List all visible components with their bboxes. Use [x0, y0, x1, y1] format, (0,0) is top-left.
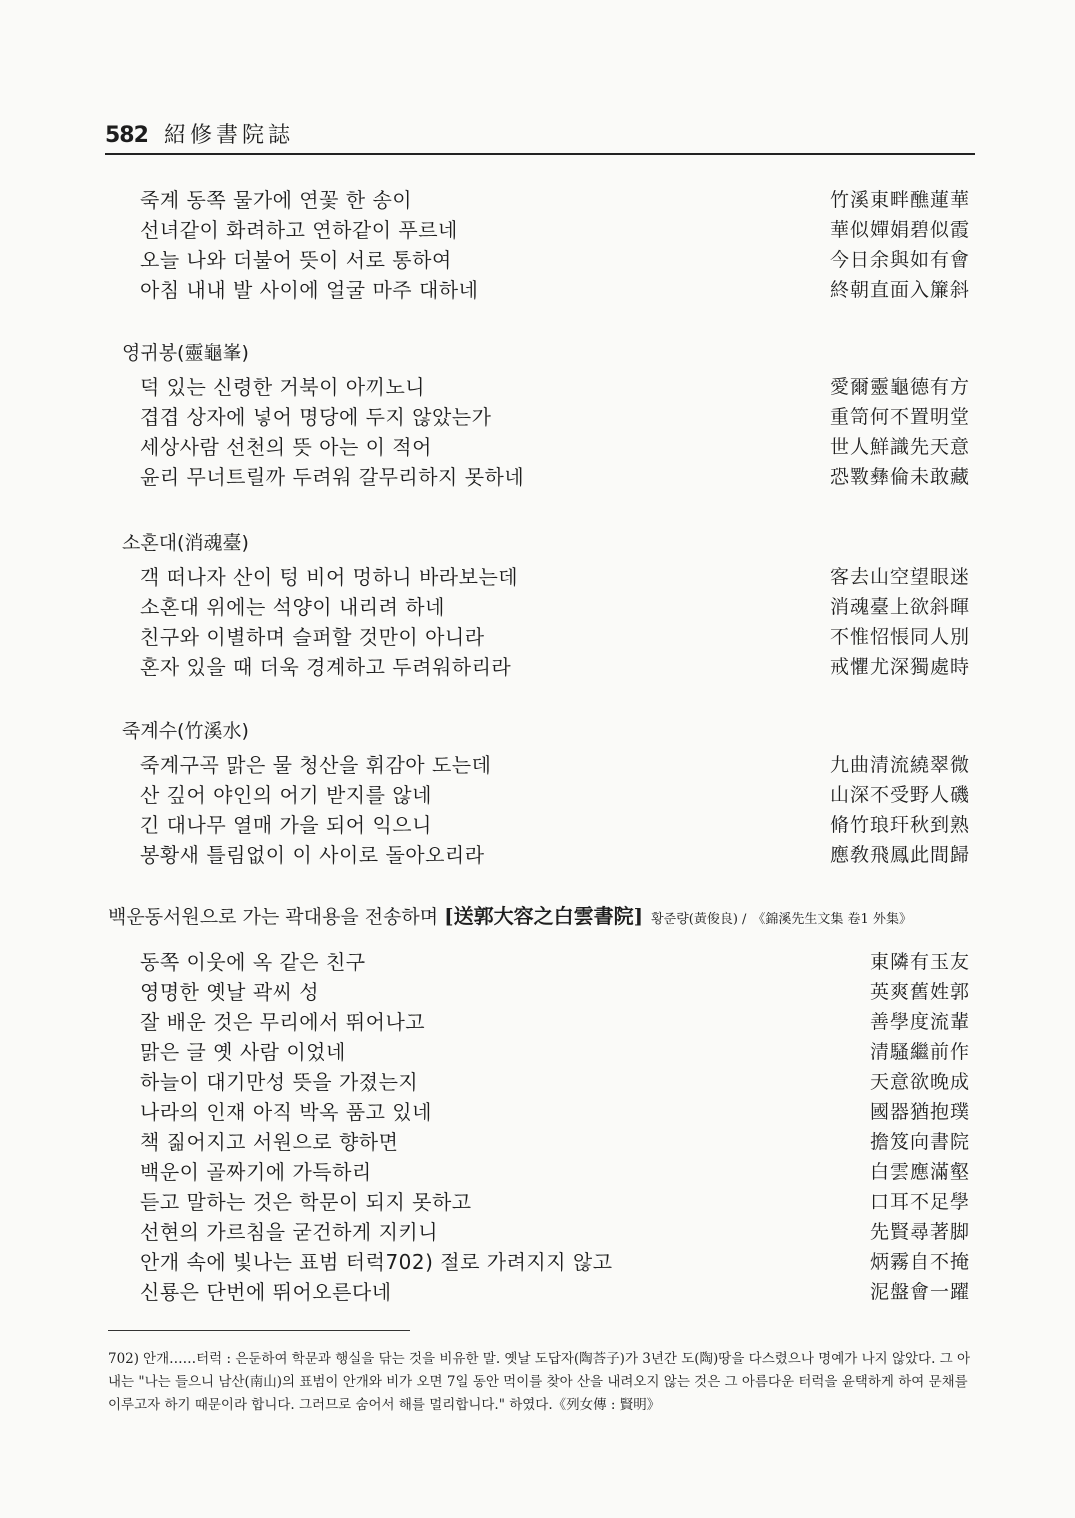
poem-line [140, 778, 970, 808]
korean-line: 세상사람 선천의 뜻 아는 이 적어 [140, 434, 432, 459]
hanja-line: 炳霧自不掩 [869, 1250, 970, 1273]
poem-line [140, 400, 970, 430]
poem-line [140, 1005, 970, 1035]
hanja-line: 天意欲晚成 [869, 1070, 970, 1093]
section-title-yeonggwibong: 영귀봉(靈龜峯) [122, 342, 249, 364]
footnote-text: 안개……터럭 : 은둔하여 학문과 행실을 닦는 것을 비유한 말. 옛날 도답자(陶荅子)가 3년간 도(陶)땅을 다스렸으나 명예가 나지 않았다. 그 아내는 "나는 들으니 남산(南山)의 표범이 안개와 비가 오면 7일 동안 먹이를 찾아 산을 내려오지 않는 것은 그 아름다운 터럭을 윤택하게 하여 문채를 이루고자 하기 때문이라 합니다. 그러므로 숨어서 해를 멀리합니다." 하였다.《列女傳 : 賢明》 [108, 1351, 971, 1413]
hanja-line: 華似嬋娟碧似霞 [829, 218, 970, 241]
korean-line: 혼자 있을 때 더욱 경계하고 두려워하리라 [140, 654, 512, 679]
korean-line: 잘 배운 것은 무리에서 뛰어나고 [140, 1009, 426, 1034]
poem-line [140, 1035, 970, 1065]
korean-line: 선현의 가르침을 굳건하게 지키니 [140, 1219, 439, 1244]
korean-line: 동쪽 이웃에 옥 같은 친구 [140, 949, 366, 974]
korean-line: 하늘이 대기만성 뜻을 가졌는지 [140, 1069, 419, 1094]
poem-line [140, 1155, 970, 1185]
main-title-korean: 백운동서원으로 가는 곽대용을 전송하며 [108, 906, 439, 928]
korean-line: 죽계 동쪽 물가에 연꽃 한 송이 [140, 187, 413, 212]
poem-sohondae [140, 560, 970, 680]
poem-line [140, 748, 970, 778]
footnote-divider [108, 1330, 410, 1331]
korean-line: 오늘 나와 더불어 뜻이 서로 통하여 [140, 247, 452, 272]
korean-line: 선녀같이 화려하고 연하같이 푸르네 [140, 217, 458, 242]
hanja-line: 白雲應滿壑 [869, 1160, 970, 1183]
poem-farewell [140, 945, 970, 1305]
poem-line [140, 460, 970, 490]
poem-line [140, 1125, 970, 1155]
hanja-line: 不惟怊悵同人別 [829, 625, 970, 648]
korean-line: 봉황새 틀림없이 이 사이로 돌아오리라 [140, 842, 485, 867]
hanja-line: 竹溪東畔醮蓮華 [829, 188, 970, 211]
main-poem-source: 《錦溪先生文集 卷1 外集》 [752, 912, 912, 927]
poem-line [140, 243, 970, 273]
poem-line [140, 808, 970, 838]
hanja-line: 清騷繼前作 [869, 1040, 970, 1063]
page-header [105, 118, 975, 155]
poem-line [140, 620, 970, 650]
hanja-line: 泥盤會一躍 [869, 1280, 970, 1303]
main-poem-title [108, 900, 978, 929]
korean-line: 듣고 말하는 것은 학문이 되지 못하고 [140, 1189, 472, 1214]
poem-line [140, 945, 970, 975]
korean-line: 맑은 글 옛 사람 이었네 [140, 1039, 346, 1064]
hanja-line: 東隣有玉友 [869, 950, 970, 973]
hanja-line: 重笥何不置明堂 [829, 405, 970, 428]
korean-line: 객 떠나자 산이 텅 비어 멍하니 바라보는데 [140, 564, 519, 589]
poem-line [140, 650, 970, 680]
poem-lotus [140, 183, 970, 303]
korean-line: 죽계구곡 맑은 물 청산을 휘감아 도는데 [140, 752, 492, 777]
poem-line [140, 838, 970, 868]
section-title-sohondae: 소혼대(消魂臺) [122, 532, 249, 554]
hanja-line: 世人鮮識先天意 [829, 435, 970, 458]
hanja-line: 脩竹琅玕秋到熟 [829, 813, 970, 836]
hanja-line: 應敎飛鳳此間歸 [829, 843, 970, 866]
poem-line [140, 590, 970, 620]
book-title: 紹修書院誌 [163, 123, 294, 148]
poem-line [140, 1215, 970, 1245]
korean-line: 소혼대 위에는 석양이 내리려 하네 [140, 594, 445, 619]
poem-line [140, 975, 970, 1005]
footnote [108, 1348, 978, 1417]
poem-line [140, 213, 970, 243]
korean-line: 윤리 무너트릴까 두려워 갈무리하지 못하네 [140, 464, 525, 489]
korean-line: 나라의 인재 아직 박옥 품고 있네 [140, 1099, 432, 1124]
page-number: 582 [105, 123, 148, 148]
poem-yeonggwibong [140, 370, 970, 490]
hanja-line: 英爽舊姓郭 [869, 980, 970, 1003]
hanja-line: 愛爾靈龜德有方 [829, 375, 970, 398]
hanja-line: 今日余與如有會 [829, 248, 970, 271]
korean-line: 신룡은 단번에 뛰어오른다네 [140, 1279, 392, 1304]
korean-line: 책 짊어지고 서원으로 향하면 [140, 1129, 399, 1154]
korean-line: 백운이 골짜기에 가득하리 [140, 1159, 372, 1184]
main-poem-author: 황준량(黃俊良) / [651, 912, 747, 927]
korean-line: 산 깊어 야인의 어기 받지를 않네 [140, 782, 432, 807]
poem-line [140, 273, 970, 303]
footnote-number: 702) [108, 1351, 140, 1367]
korean-line: 친구와 이별하며 슬퍼할 것만이 아니라 [140, 624, 485, 649]
poem-line [140, 430, 970, 460]
poem-line [140, 1185, 970, 1215]
poem-line [140, 183, 970, 213]
korean-line: 안개 속에 빛나는 표범 터럭702) 절로 가려지지 않고 [140, 1249, 613, 1274]
hanja-line: 山深不受野人磯 [829, 783, 970, 806]
hanja-line: 九曲清流繞翠微 [829, 753, 970, 776]
poem-line [140, 1065, 970, 1095]
hanja-line: 擔笈向書院 [869, 1130, 970, 1153]
poem-line [140, 1275, 970, 1305]
poem-line [140, 1245, 970, 1275]
poem-line [140, 370, 970, 400]
hanja-line: 善學度流輩 [869, 1010, 970, 1033]
korean-line: 겹겹 상자에 넣어 명당에 두지 않았는가 [140, 404, 492, 429]
korean-line: 긴 대나무 열매 가을 되어 익으니 [140, 812, 432, 837]
hanja-line: 終朝直面入簾斜 [829, 278, 970, 301]
hanja-line: 消魂臺上欲斜暉 [829, 595, 970, 618]
korean-line: 영명한 옛날 곽씨 성 [140, 979, 320, 1004]
section-title-jukgyesu: 죽계수(竹溪水) [122, 720, 249, 742]
hanja-line: 國器猶抱璞 [869, 1100, 970, 1123]
korean-line: 덕 있는 신령한 거북이 아끼노니 [140, 374, 426, 399]
hanja-line: 戒懼尤深獨處時 [829, 655, 970, 678]
hanja-line: 先賢尋著脚 [869, 1220, 970, 1243]
main-title-hanja: [送郭大容之白雲書院] [444, 904, 644, 928]
poem-line [140, 560, 970, 590]
korean-line: 아침 내내 발 사이에 얼굴 마주 대하네 [140, 277, 479, 302]
hanja-line: 客去山空望眼迷 [829, 565, 970, 588]
hanja-line: 口耳不足學 [869, 1190, 970, 1213]
hanja-line: 恐斁彝倫未敢藏 [829, 465, 970, 488]
poem-jukgyesu [140, 748, 970, 868]
poem-line [140, 1095, 970, 1125]
